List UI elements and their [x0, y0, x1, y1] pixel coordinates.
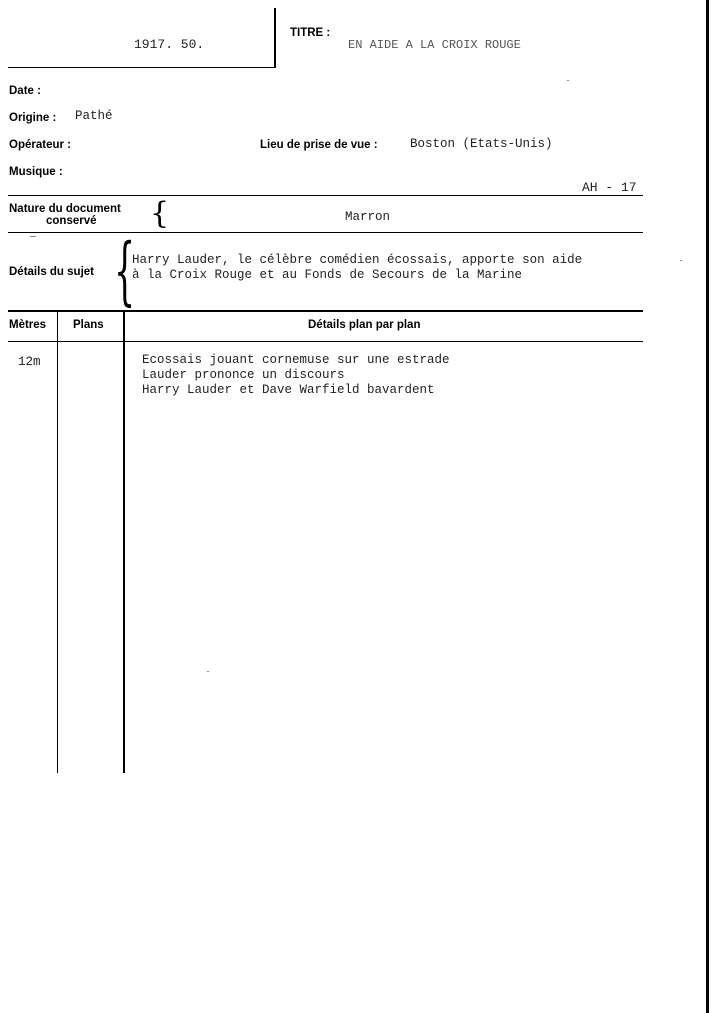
- column-divider-1: [57, 311, 58, 773]
- sujet-brace: {: [114, 228, 136, 314]
- nature-bottom-rule: [8, 232, 643, 233]
- musique-label: Musique :: [9, 166, 63, 178]
- archive-code: AH - 17: [582, 180, 637, 195]
- nature-label-line1: Nature du document: [9, 203, 121, 215]
- page-edge-shadow: [706, 0, 709, 1013]
- sujet-label: Détails du sujet: [9, 266, 94, 278]
- date-label: Date :: [9, 85, 41, 97]
- detail-line-3: Harry Lauder et Dave Warfield bavardent: [142, 383, 435, 397]
- origine-label: Origine :: [9, 112, 57, 124]
- table-header-rule: [8, 341, 643, 342]
- table-top-rule: [8, 310, 643, 312]
- header-metres: Mètres: [9, 319, 47, 331]
- nature-brace: {: [150, 196, 170, 231]
- header-plans: Plans: [73, 319, 104, 331]
- scan-speck: [680, 260, 682, 261]
- lieu-value: Boston (Etats-Unis): [410, 137, 553, 151]
- metres-cell: 12m: [18, 355, 41, 369]
- header-details: Détails plan par plan: [308, 319, 421, 331]
- scan-speck: [567, 80, 569, 81]
- titre-value: EN AIDE A LA CROIX ROUGE: [348, 38, 521, 52]
- detail-line-1: Ecossais jouant cornemuse sur une estrade: [142, 353, 450, 367]
- nature-label-line2: conservé: [46, 215, 97, 227]
- operateur-label: Opérateur :: [9, 139, 71, 151]
- scan-speck: [30, 236, 36, 237]
- reference-number: 1917. 50.: [134, 37, 205, 52]
- column-divider-2: [123, 311, 125, 773]
- nature-top-rule: [8, 195, 643, 196]
- sujet-line1: Harry Lauder, le célèbre comédien écossais, apporte son aide: [132, 253, 583, 267]
- lieu-label: Lieu de prise de vue :: [260, 139, 378, 151]
- nature-value: Marron: [345, 210, 391, 224]
- detail-line-2: Lauder prononce un discours: [142, 368, 345, 382]
- header-divider: [274, 8, 276, 68]
- sujet-line2: à la Croix Rouge et au Fonds de Secours de la Marine: [132, 268, 523, 282]
- titre-label: TITRE :: [290, 27, 331, 39]
- scan-speck: [207, 671, 209, 672]
- origine-value: Pathé: [75, 109, 113, 123]
- header-bottom-rule: [8, 67, 276, 68]
